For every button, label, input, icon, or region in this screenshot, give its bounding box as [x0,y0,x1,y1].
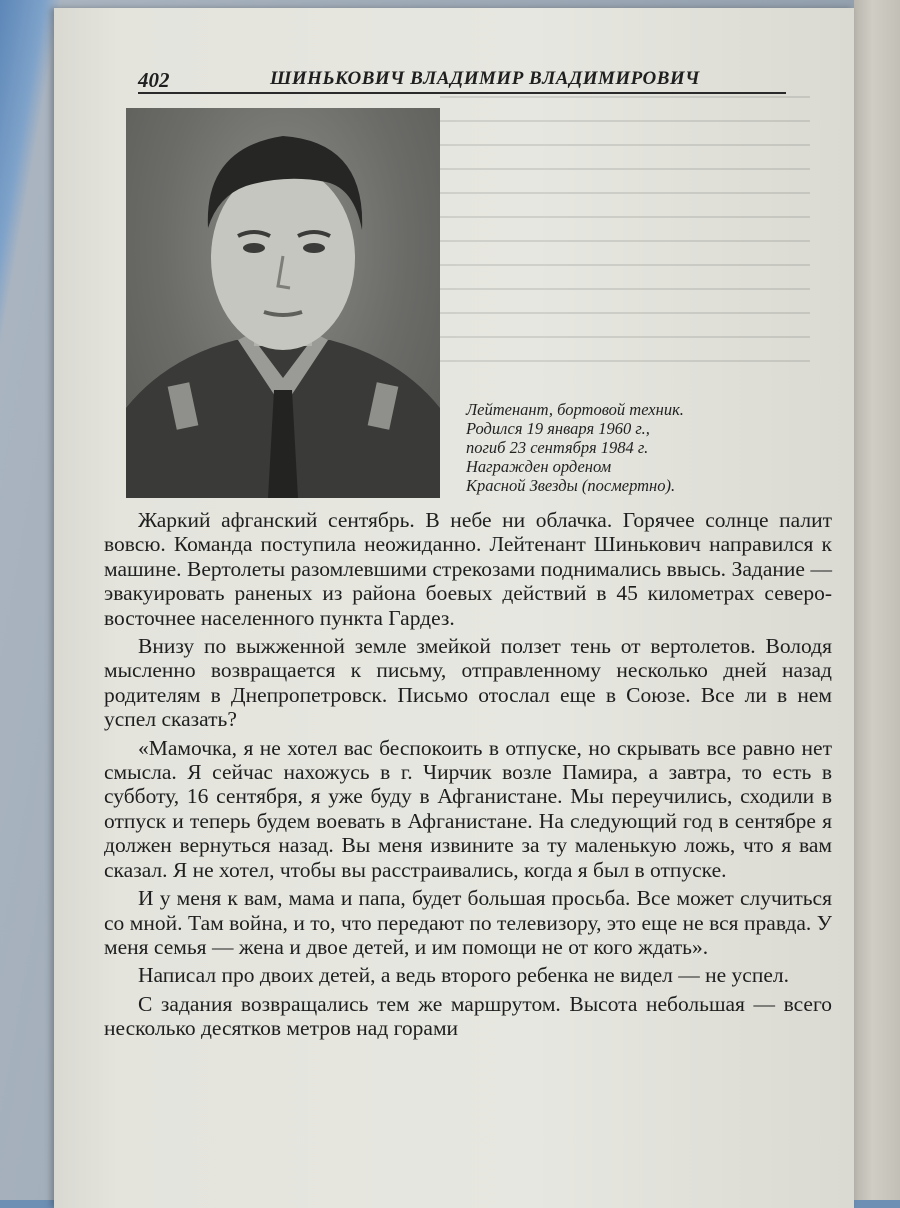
photo-caption [466,400,796,495]
caption-line: погиб 23 сентября 1984 г. [466,438,649,457]
paragraph: «Мамочка, я не хотел вас беспокоить в отпуске, но скрывать все равно нет смысла. Я сейчас нахожусь в г. Чирчик возле Памира, а завтра, то есть в субботу, 16 сентября, я уже буду в Афганистане. Мы переучились, сходили в отпуск и теперь будем воевать в Афганистане. На следующий год в сентябре я должен вернуться назад. Вы меня извините за ту маленькую ложь, что я вам сказал. Я не хотел, чтобы вы расстраивались, когда я был в отпуске. [104,735,832,882]
portrait-image [126,108,440,498]
caption-line: Родился 19 января 1960 г., [466,419,650,438]
paragraph: И у меня к вам, мама и папа, будет большая просьба. Все может случиться со мной. Там война, и то, что передают по телевизору, это еще не вся правда. У меня семья — жена и двое детей, и им помощи не от кого ждать». [104,886,832,959]
running-head [138,64,786,94]
caption-line: Лейтенант, бортовой техник. [466,400,684,419]
page-edge [854,0,900,1200]
caption-line: Красной Звезды (посмертно). [466,476,676,495]
paragraph: Жаркий афганский сентябрь. В небе ни облачка. Горячее солнце палит вовсю. Команда поступила неожиданно. Лейтенант Шинькович направился к машине. Вертолеты разомлевшими стрекозами поднимались ввысь. Задание — эвакуировать раненых из района боевых действий в 45 километрах северо-восточнее населенного пункта Гардез. [104,508,832,630]
portrait-photo [126,108,440,498]
page-title: ШИНЬКОВИЧ ВЛАДИМИР ВЛАДИМИРОВИЧ [270,68,700,89]
paragraph: Написал про двоих детей, а ведь второго ребенка не видел — не успел. [138,963,789,988]
caption-line: Награжден орденом [466,457,612,476]
bleed-through-text [440,96,810,396]
article-body [104,508,832,1041]
page-number: 402 [138,68,170,92]
paragraph: С задания возвращались тем же маршрутом. Высота небольшая — всего несколько десятков метров над горами [104,991,832,1041]
paragraph: Внизу по выжженной земле змейкой ползет тень от вертолетов. Володя мысленно возвращается к письму, отправленному несколько дней назад родителям в Днепропетровск. Письмо отослал еще в Союзе. Все ли в нем успел сказать? [104,634,832,732]
